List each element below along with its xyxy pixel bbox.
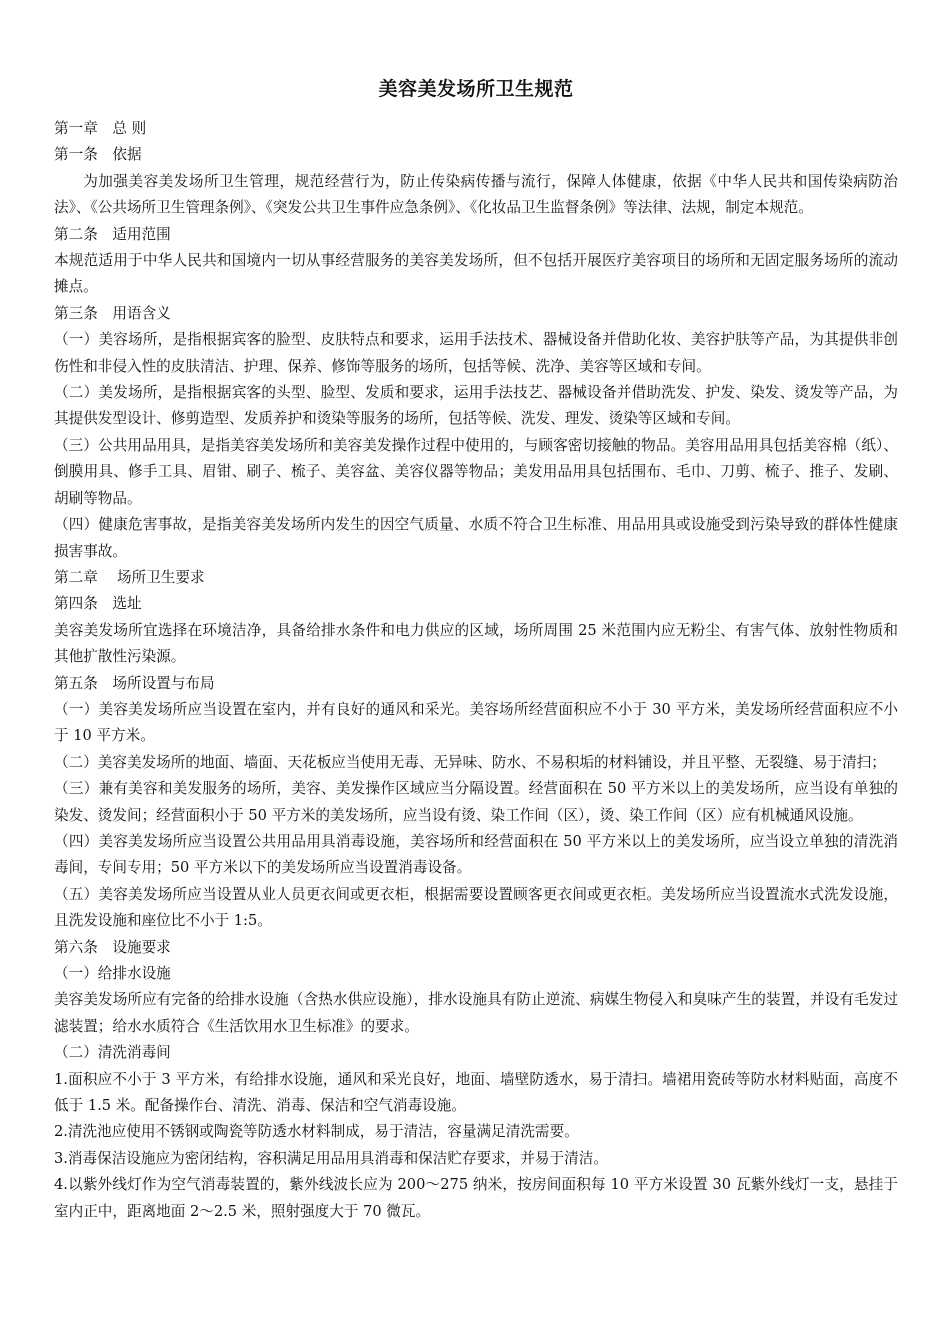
paragraph: 第二章 场所卫生要求 [54,568,205,586]
paragraph: 第五条 场所设置与布局 [54,674,215,692]
paragraph: （五）美容美发场所应当设置从业人员更衣间或更衣柜，根据需要设置顾客更衣间或更衣柜。美发场所应当设置流水式洗发设施，且洗发设施和座位比不小于 1:5。 [54,885,898,930]
paragraph: （三）公共用品用具，是指美容美发场所和美容美发操作过程中使用的，与顾客密切接触的物品。美容用品用具包括美容棉（纸）、倒膜用具、修手工具、眉钳、刷子、梳子、美容盆、美容仪器等物品；美发用品用具包括围布、毛巾、刀剪、梳子、推子、发刷、胡刷等物品。 [54,436,898,507]
paragraph: （四）健康危害事故，是指美容美发场所内发生的因空气质量、水质不符合卫生标准、用品用具或设施受到污染导致的群体性健康损害事故。 [54,516,898,560]
paragraph: 第一章 总 则 [54,120,147,137]
paragraph: （四）美容美发场所应当设置公共用品用具消毒设施，美容场所和经营面积在 50 平方米以上的美发场所，应当设立单独的清洗消毒间，专间专用；50 平方米以下的美发场所应当设置消毒设备。 [54,832,898,877]
paragraph: 第三条 用语含义 [54,304,171,322]
paragraph: 第二条 适用范围 [54,225,171,243]
document-title: 美容美发场所卫生规范 [378,78,574,100]
paragraph: （三）兼有美容和美发服务的场所，美容、美发操作区域应当分隔设置。经营面积在 50 平方米以上的美发场所，应当设有单独的染发、烫发间；经营面积小于 50 平方米的美发场所，应当设有烫、染工作间（区），烫、染工作间（区）应有机械通风设施。 [54,780,898,824]
paragraph: （二）清洗消毒间 [54,1044,171,1062]
paragraph: 1.面积应不小于 3 平方米，有给排水设施，通风和采光良好，地面、墙壁防透水，易于清扫。墙裙用瓷砖等防水材料贴面，高度不低于 1.5 米。配备操作台、清洗、消毒、保洁和空气消毒设施。 [54,1070,898,1115]
paragraph: （一）美容美发场所应当设置在室内，并有良好的通风和采光。美容场所经营面积应不小于 30 平方米，美发场所经营面积应不小于 10 平方米。 [54,700,898,745]
document-body [54,116,898,1225]
paragraph: 2.清洗池应使用不锈钢或陶瓷等防透水材料制成，易于清洁，容量满足清洗需要。 [54,1123,579,1141]
paragraph: 第四条 选址 [54,595,142,613]
paragraph: （二）美发场所，是指根据宾客的头型、脸型、发质和要求，运用手法技艺、器械设备并借助洗发、护发、染发、烫发等产品，为其提供发型设计、修剪造型、发质养护和烫染等服务的场所，包括等候、洗发、理发、烫染等区域和专间。 [54,384,898,428]
paragraph: 美容美发场所应有完备的给排水设施（含热水供应设施），排水设施具有防止逆流、病媒生物侵入和臭味产生的装置，并设有毛发过滤装置；给水水质符合《生活饮用水卫生标准》的要求。 [54,991,898,1035]
paragraph: （一）给排水设施 [54,965,171,982]
paragraph: 本规范适用于中华人民共和国境内一切从事经营服务的美容美发场所，但不包括开展医疗美容项目的场所和无固定服务场所的流动摊点。 [54,252,898,296]
paragraph: （一）美容场所，是指根据宾客的脸型、皮肤特点和要求，运用手法技术、器械设备并借助化妆、美容护肤等产品，为其提供非创伤性和非侵入性的皮肤清洁、护理、保养、修饰等服务的场所，包括等候、洗净、美容等区域和专间。 [54,331,898,375]
paragraph: 第一条 依据 [54,146,142,164]
paragraph: （二）美容美发场所的地面、墙面、天花板应当使用无毒、无异味、防水、不易积垢的材料铺设，并且平整、无裂缝、易于清扫； [54,753,886,771]
paragraph: 3.消毒保洁设施应为密闭结构，容积满足用品用具消毒和保洁贮存要求，并易于清洁。 [54,1149,608,1167]
paragraph: 第六条 设施要求 [54,938,171,956]
paragraph: 为加强美容美发场所卫生管理，规范经营行为，防止传染病传播与流行，保障人体健康，依据《中华人民共和国传染病防治法》、《公共场所卫生管理条例》、《突发公共卫生事件应急条例》、《化妆品卫生监督条例》等法律、法规，制定本规范。 [54,172,898,217]
paragraph: 美容美发场所宜选择在环境洁净，具备给排水条件和电力供应的区域，场所周围 25 米范围内应无粉尘、有害气体、放射性物质和其他扩散性污染源。 [54,621,898,666]
paragraph: 4.以紫外线灯作为空气消毒装置的，紫外线波长应为 200～275 纳米，按房间面积每 10 平方米设置 30 瓦紫外线灯一支，悬挂于室内正中，距离地面 2～2.5 米，照射强度大于 70 微瓦。 [54,1176,898,1220]
